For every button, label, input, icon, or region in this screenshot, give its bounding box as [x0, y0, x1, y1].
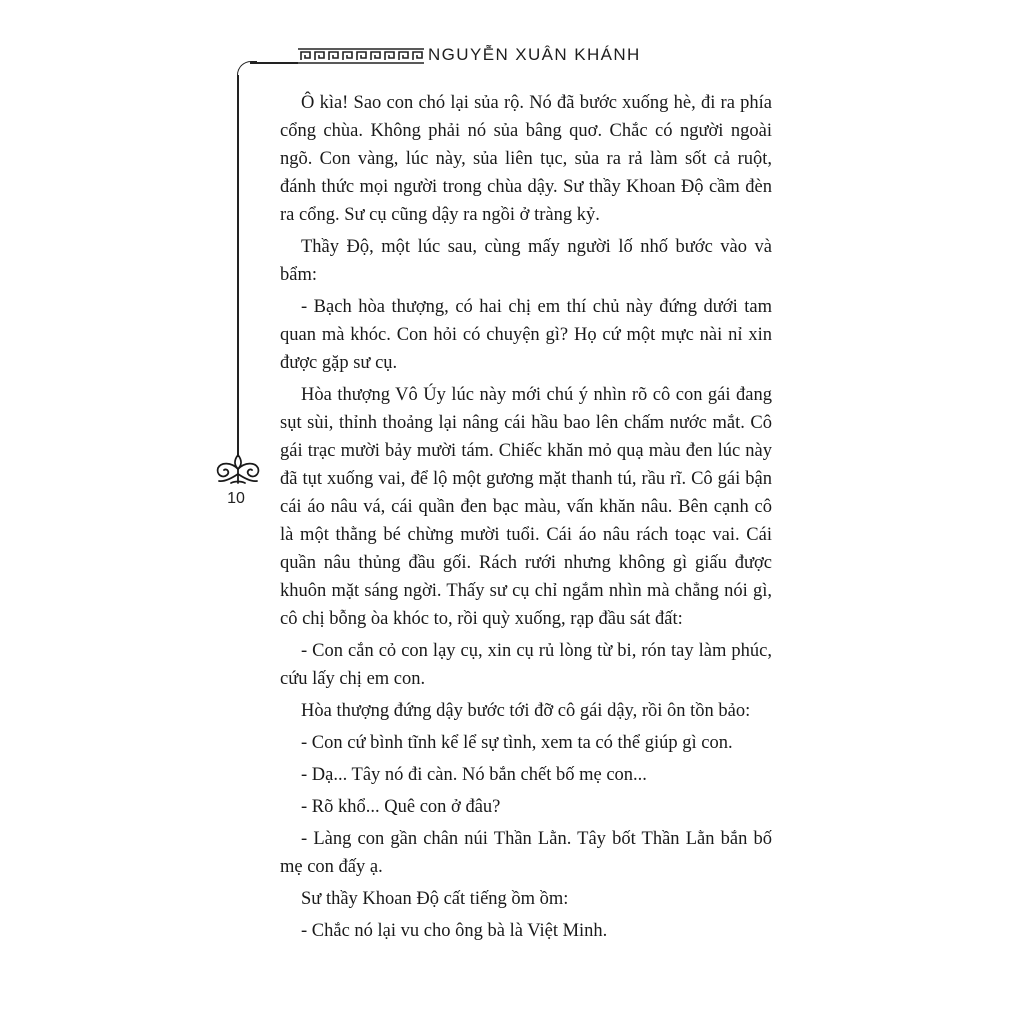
- header-rule: [250, 62, 298, 64]
- paragraph: Sư thầy Khoan Độ cất tiếng ồm ồm:: [301, 889, 569, 909]
- dialogue-line: - Chắc nó lại vu cho ông bà là Việt Minh.: [301, 921, 608, 941]
- dialogue-line: - Con cứ bình tĩnh kể lể sự tình, xem ta có thể giúp gì con.: [301, 733, 733, 753]
- greek-key-border-icon: [298, 47, 424, 65]
- paragraph: Hòa thượng Vô Úy lúc này mới chú ý nhìn rõ cô con gái đang sụt sùi, thỉnh thoảng lại nâng cái hầu bao lên chấm nước mắt. Cô gái trạc mười bảy mười tám. Chiếc khăn mỏ quạ màu đen lúc này đã tụt xuống vai, để lộ một gương mặt thanh tú, rầu rĩ. Cô gái bận cái áo nâu vá, cái quần đen bạc màu, vấn khăn nâu. Bên cạnh cô là một thằng bé chừng mười tuổi. Cái áo nâu rách toạc vai. Cái quần nâu thủng đầu gối. Rách rưới nhưng không gì giấu được khuôn mặt sáng ngời. Thấy sư cụ chỉ ngắm nhìn mà chẳng nói gì, cô chị bỗng òa khóc to, rồi quỳ xuống, rạp đầu sát đất:: [280, 385, 772, 629]
- floral-ornament-icon: [213, 452, 263, 486]
- body-text: [280, 89, 772, 949]
- dialogue-line: - Con cắn cỏ con lạy cụ, xin cụ rủ lòng từ bi, rón tay làm phúc, cứu lấy chị em con.: [280, 641, 772, 689]
- dialogue-line: - Rõ khổ... Quê con ở đâu?: [301, 797, 501, 817]
- page-number: 10: [227, 490, 245, 507]
- paragraph: Ô kìa! Sao con chó lại sủa rộ. Nó đã bước xuống hè, đi ra phía cổng chùa. Không phải nó sủa bâng quơ. Chắc có người ngoài ngõ. Con vàng, lúc này, sủa liên tục, sủa ra rả làm sốt cả ruột, đánh thức mọi người trong chùa dậy. Sư thầy Khoan Độ cầm đèn ra cổng. Sư cụ cũng dậy ra ngồi ở tràng kỷ.: [280, 93, 772, 225]
- paragraph: Hòa thượng đứng dậy bước tới đỡ cô gái dậy, rồi ôn tồn bảo:: [301, 701, 751, 721]
- paragraph: Thầy Độ, một lúc sau, cùng mấy người lố nhố bước vào và bẩm:: [280, 237, 772, 285]
- dialogue-line: - Làng con gần chân núi Thần Lằn. Tây bốt Thần Lằn bắn bố mẹ con đấy ạ.: [280, 829, 772, 877]
- margin-rule: [237, 75, 239, 457]
- dialogue-line: - Dạ... Tây nó đi càn. Nó bắn chết bố mẹ con...: [301, 765, 647, 785]
- dialogue-line: - Bạch hòa thượng, có hai chị em thí chủ này đứng dưới tam quan mà khóc. Con hỏi có chuyện gì? Họ cứ một mực nài nỉ xin được gặp sư cụ.: [280, 297, 772, 373]
- running-header-author: NGUYỄN XUÂN KHÁNH: [428, 45, 641, 64]
- margin-rule-corner: [237, 61, 257, 81]
